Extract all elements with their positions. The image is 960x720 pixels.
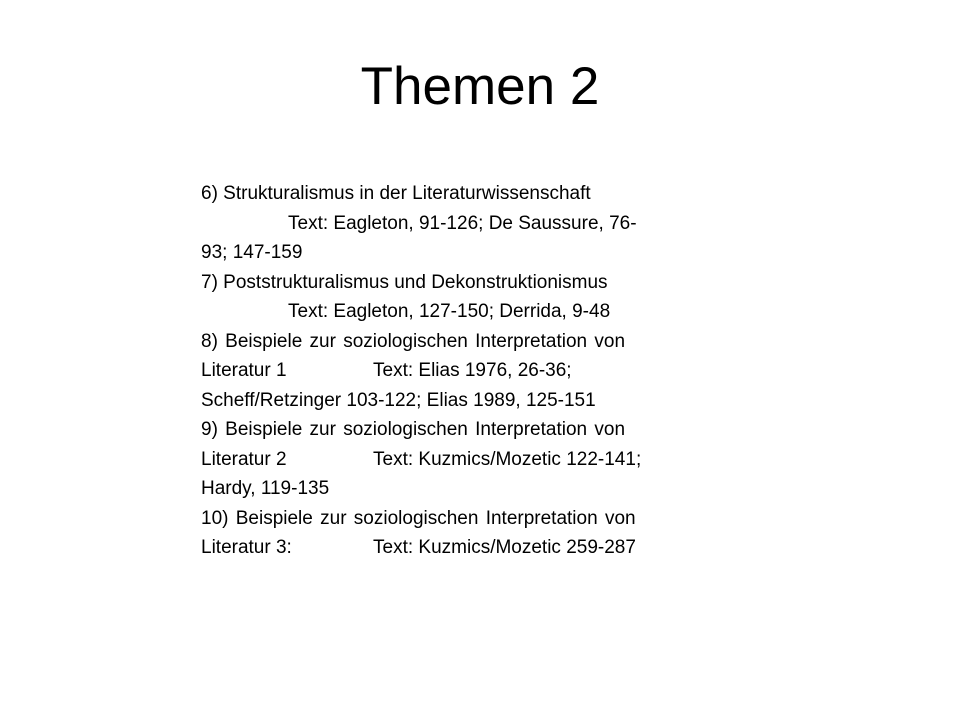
topic-8-text-line — [201, 356, 761, 386]
topic-6-text: Text: Eagleton, 91-126; De Saussure, 76- — [288, 212, 637, 234]
topic-6-heading: 6) Strukturalismus in der Literaturwissenschaft — [201, 183, 591, 204]
slide-body — [201, 179, 761, 563]
topic-6-text-cont: 93; 147-159 — [201, 242, 303, 263]
topic-6-text-line — [201, 209, 761, 239]
topic-9-text: Text: Kuzmics/Mozetic 122-141; — [373, 448, 642, 470]
topic-9-label: Literatur 2 — [201, 448, 287, 470]
topic-7-text: Text: Eagleton, 127-150; Derrida, 9-48 — [288, 301, 611, 322]
topic-9-heading: 9) Beispiele zur soziologischen Interpretation von — [201, 419, 626, 440]
topic-8-text-cont: Scheff/Retzinger 103-122; Elias 1989, 125-151 — [201, 389, 596, 411]
topic-10-text: Text: Kuzmics/Mozetic 259-287 — [373, 537, 636, 558]
topic-9-text-cont: Hardy, 119-135 — [201, 478, 330, 499]
slide-title: Themen 2 — [360, 57, 600, 116]
topic-8-label: Literatur 1 — [201, 360, 287, 381]
topic-10-heading: 10) Beispiele zur soziologischen Interpretation von — [201, 507, 636, 529]
topic-10-label: Literatur 3: — [201, 537, 292, 558]
topic-8-heading: 8) Beispiele zur soziologischen Interpretation von — [201, 330, 626, 352]
topic-8-text: Text: Elias 1976, 26-36; — [373, 360, 572, 381]
topic-9-text-line — [201, 445, 761, 475]
topic-10-text-line — [201, 533, 761, 563]
topic-7-heading: 7) Poststrukturalismus und Dekonstruktionismus — [201, 271, 608, 293]
topic-7-text-line — [201, 297, 761, 327]
